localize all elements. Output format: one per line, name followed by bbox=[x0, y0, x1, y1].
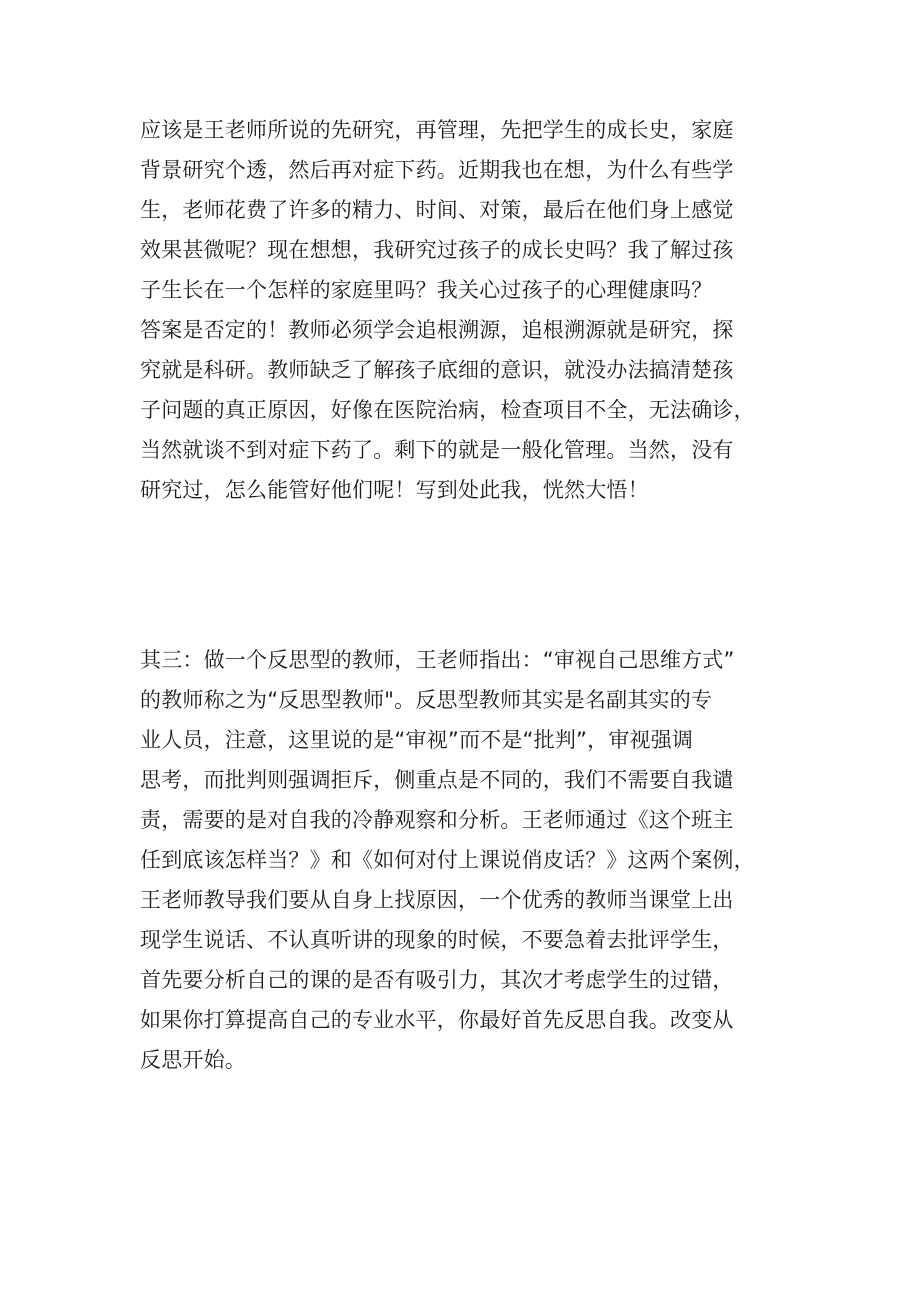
text-line: 当然就谈不到对症下药了。剩下的就是一般化管理。当然，没有 bbox=[140, 438, 734, 462]
text-line: 如果你打算提高自己的专业水平，你最好首先反思自我。改变从 bbox=[140, 1008, 734, 1032]
text-line: 子生长在一个怎样的家庭里吗？我关心过孩子的心理健康吗？ bbox=[140, 278, 713, 302]
text-line: 生，老师花费了许多的精力、时间、对策，最后在他们身上感觉 bbox=[140, 198, 734, 222]
text-line: 的教师称之为“反思型教师"。反思型教师其实是名副其实的专 bbox=[140, 688, 713, 712]
text-line: 现学生说话、不认真听讲的现象的时候，不要急着去批评学生， bbox=[140, 928, 734, 952]
text-line: 任到底该怎样当？》和《如何对付上课说俏皮话？》这两个案例， bbox=[140, 848, 755, 872]
text-line: 背景研究个透，然后再对症下药。近期我也在想，为什么有些学 bbox=[140, 158, 734, 182]
text-line: 子问题的真正原因，好像在医院治病，检查项目不全，无法确诊， bbox=[140, 398, 755, 422]
text-line: 效果甚微呢？现在想想，我研究过孩子的成长史吗？我了解过孩 bbox=[140, 238, 734, 262]
paragraph-research bbox=[140, 110, 800, 510]
text-line: 研究过，怎么能管好他们呢！写到处此我，恍然大悟！ bbox=[140, 478, 649, 502]
text-line: 反思开始。 bbox=[140, 1048, 246, 1072]
text-line: 首先要分析自己的课的是否有吸引力，其次才考虑学生的过错， bbox=[140, 968, 734, 992]
text-line: 王老师教导我们要从自身上找原因，一个优秀的教师当课堂上出 bbox=[140, 888, 734, 912]
text-line: 究就是科研。教师缺乏了解孩子底细的意识，就没办法搞清楚孩 bbox=[140, 358, 734, 382]
text-line: 责，需要的是对自我的冷静观察和分析。王老师通过《这个班主 bbox=[140, 808, 734, 832]
text-line: 应该是王老师所说的先研究，再管理，先把学生的成长史，家庭 bbox=[140, 118, 734, 142]
text-line: 答案是否定的！教师必须学会追根溯源，追根溯源就是研究，探 bbox=[140, 318, 734, 342]
text-line: 其三：做一个反思型的教师，王老师指出：“审视自己思维方式” bbox=[140, 648, 735, 672]
paragraph-reflective-teacher bbox=[140, 640, 800, 1080]
text-line: 业人员，注意，这里说的是“审视”而不是“批判”，审视强调 bbox=[140, 728, 694, 752]
text-line: 思考，而批判则强调拒斥，侧重点是不同的，我们不需要自我谴 bbox=[140, 768, 734, 792]
